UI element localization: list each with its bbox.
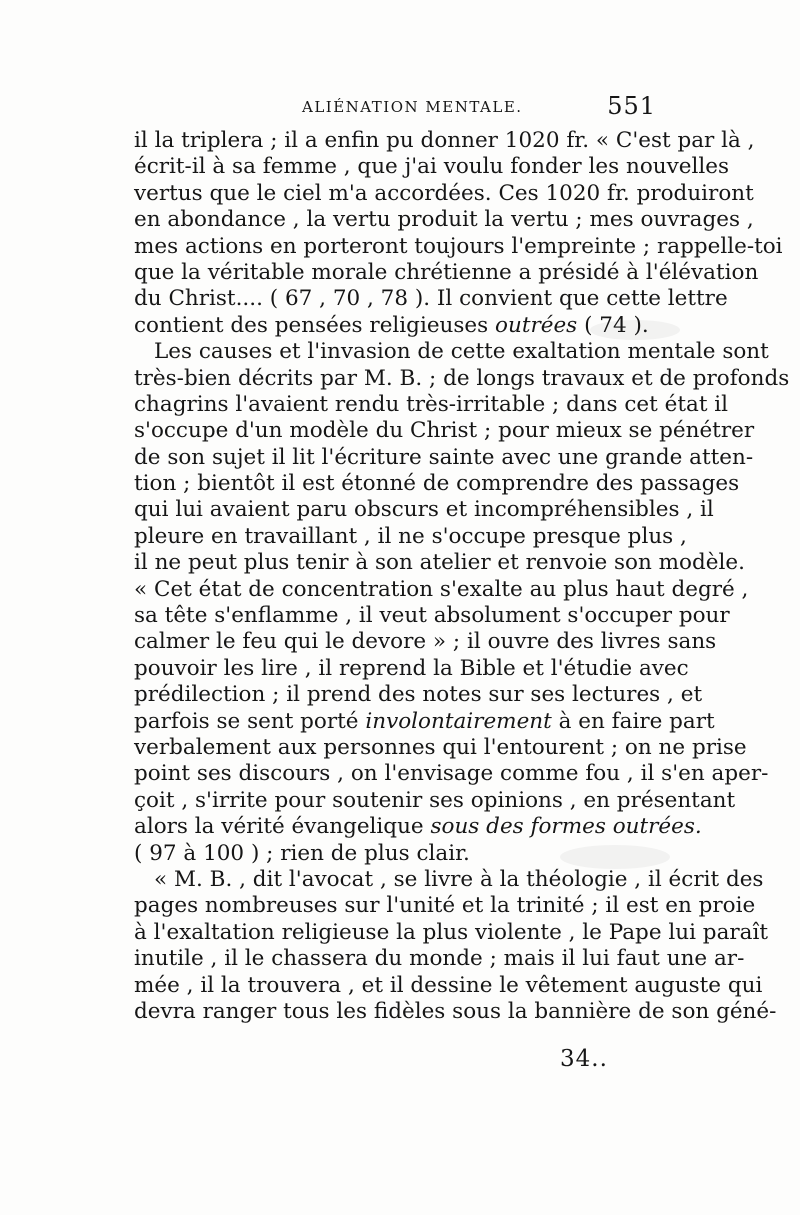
text-line: qui lui avaient paru obscurs et incompréhensibles , il (134, 497, 714, 523)
text-line: « Cet état de concentration s'exalte au plus haut degré , (134, 576, 749, 602)
text-line: çoit , s'irrite pour soutenir ses opinions , en présentant (134, 787, 736, 813)
text-line (134, 814, 702, 840)
text-line: vertus que le ciel m'a accordées. Ces 1020 fr. produiront (134, 180, 754, 206)
page-header (134, 92, 656, 128)
text-line: à l'exaltation religieuse la plus violente , le Pape lui paraît (134, 919, 768, 945)
italic-emphasis: outrées (495, 312, 578, 338)
text-line: calmer le feu qui le devore » ; il ouvre des livres sans (134, 629, 717, 655)
text-line: de son sujet il lit l'écriture sainte avec une grande atten- (134, 444, 754, 470)
running-title: ALIÉNATION MENTALE. (302, 98, 523, 116)
text-line: mée , il la trouvera , et il dessine le vêtement auguste qui (134, 972, 763, 998)
text-run: contient des pensées religieuses (134, 312, 496, 338)
signature-mark: 34.. (560, 1046, 608, 1072)
text-line: ( 97 à 100 ) ; rien de plus clair. (134, 840, 470, 866)
text-line: du Christ.... ( 67 , 70 , 78 ). Il convient que cette lettre (134, 286, 728, 312)
italic-emphasis: sous des formes outrées. (430, 814, 702, 840)
text-line: pouvoir les lire , il reprend la Bible et l'étudie avec (134, 655, 689, 681)
text-line: que la véritable morale chrétienne a présidé à l'élévation (134, 259, 759, 285)
text-line: Les causes et l'invasion de cette exaltation mentale sont (154, 339, 769, 365)
text-line: en abondance , la vertu produit la vertu ; mes ouvrages , (134, 207, 754, 233)
text-run: à en faire part (551, 708, 715, 734)
text-line: chagrins l'avaient rendu très-irritable ; dans cet état il (134, 391, 729, 417)
body-text (134, 128, 790, 1025)
text-line: écrit-il à sa femme , que j'ai voulu fonder les nouvelles (134, 154, 730, 180)
text-line: mes actions en porteront toujours l'empreinte ; rappelle-toi (134, 233, 783, 259)
italic-emphasis: involontairement (365, 708, 552, 734)
text-line: prédilection ; il prend des notes sur ses lectures , et (134, 682, 703, 708)
text-line: très-bien décrits par M. B. ; de longs travaux et de profonds (134, 365, 790, 391)
text-line: tion ; bientôt il est étonné de comprendre des passages (134, 471, 740, 497)
text-line: « M. B. , dit l'avocat , se livre à la théologie , il écrit des (154, 866, 764, 892)
text-line: s'occupe d'un modèle du Christ ; pour mieux se pénétrer (134, 418, 755, 444)
text-line: pages nombreuses sur l'unité et la trinité ; il est en proie (134, 893, 756, 919)
text-line: verbalement aux personnes qui l'entourent ; on ne prise (134, 734, 747, 760)
text-line (134, 313, 656, 339)
text-line: point ses discours , on l'envisage comme fou , il s'en aper- (134, 761, 769, 787)
text-line: devra ranger tous les fidèles sous la bannière de son géné- (134, 998, 777, 1024)
page-number: 551 (607, 92, 656, 120)
text-line: il ne peut plus tenir à son atelier et renvoie son modèle. (134, 550, 745, 576)
text-line: sa tête s'enflamme , il veut absolument s'occuper pour (134, 603, 730, 629)
text-line (134, 708, 715, 735)
text-run: alors la vérité évangelique (134, 814, 431, 840)
text-line: inutile , il le chassera du monde ; mais il lui faut une ar- (134, 946, 745, 972)
text-run: ( 74 ). (577, 312, 649, 338)
text-line: pleure en travaillant , il ne s'occupe presque plus , (134, 523, 687, 549)
text-run: parfois se sent porté (134, 708, 366, 734)
text-line: il la triplera ; il a enfin pu donner 1020 fr. « C'est par là , (134, 128, 755, 153)
